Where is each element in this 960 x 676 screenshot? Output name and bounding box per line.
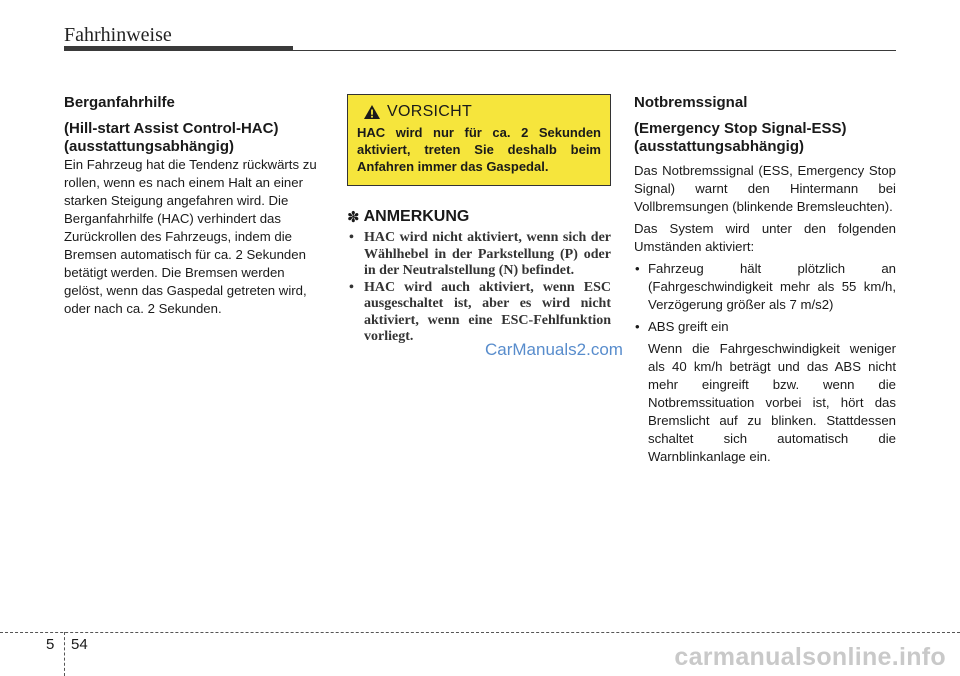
ess-bullet-abs-label: ABS greift ein [648,319,729,334]
note-item: • HAC wird nicht aktiviert, wenn sich der Wählhebel in der Parkstellung (P) oder in der Neutralstellung (N) befindet. [347,230,611,280]
page-header-title: Fahrhinweise [64,24,172,46]
watermark-carmanuals2: CarManuals2.com [485,340,623,359]
ess-bullet-item-abs [634,318,896,466]
footer-vertical-rule [64,632,65,676]
footer-rule [0,632,960,633]
caution-text: HAC wird nur für ca. 2 Sekunden aktiviert, treten Sie deshalb beim Anfahren immer das Gaspedal. [357,125,601,174]
page-section-number: 5 [46,636,55,653]
ess-para-2: Das System wird unter den folgenden Umständen aktiviert: [634,221,896,254]
hac-heading: Berganfahrhilfe [64,94,175,111]
header-rule-thick [64,46,293,51]
caution-box [347,94,611,186]
caution-title-text: VORSICHT [387,103,473,120]
note-title: ANMERKUNG [363,208,470,225]
ess-abs-detail: Wenn die Fahrgeschwindigkeit weniger als 40 km/h beträgt und das ABS nicht mehr eingreift bzw. wenn die Notbremssituation vorbei ist, hört das Bremslicht auf zu blinken. Stattdessen schaltet sich automatisch die Warnblinkanlage ein. [648,341,896,464]
ess-bullet-list [634,260,896,466]
ess-heading: Notbremssignal [634,94,748,111]
left-column [64,94,326,318]
note-heading [347,208,611,226]
note-star-icon: ✽ [347,209,360,226]
middle-column [347,94,611,346]
ess-bullet-item: • Fahrzeug hält plötzlich an (Fahrgeschwindigkeit mehr als 55 km/h, Verzögerung größer als 7 m/s2) [634,260,896,314]
ess-subheading: (Emergency Stop Signal-ESS) (ausstattungsabhängig) [634,120,847,155]
page-number: 54 [71,636,88,653]
header-rule-thin [293,50,896,51]
warning-triangle-icon [363,104,381,120]
watermark-carmanualsonline: carmanualsonline.info [674,643,946,671]
note-list [347,230,611,346]
right-column [634,94,896,466]
ess-para-1: Das Notbremssignal (ESS, Emergency Stop Signal) warnt den Hintermann bei Vollbremsungen (blinkende Bremsleuchten). [634,163,896,214]
hac-body: Ein Fahrzeug hat die Tendenz rückwärts zu rollen, wenn es nach einem Halt an einer starken Steigung angefahren wird. Die Berganfahrhilfe (HAC) verhindert das Zurückrollen des Fahrzeugs, indem die Bremsen automatisch für ca. 2 Sekunden betätigt werden. Die Bremsen werden gelöst, wenn das Gaspedal getreten wird, oder nach ca. 2 Sekunden. [64,157,317,316]
note-item: • HAC wird auch aktiviert, wenn ESC ausgeschaltet ist, aber es wird nicht aktiviert, wenn eine ESC-Fehlfunktion vorliegt. [347,280,611,346]
hac-subheading: (Hill-start Assist Control-HAC) (ausstattungsabhängig) [64,120,279,155]
caution-title [357,103,601,121]
